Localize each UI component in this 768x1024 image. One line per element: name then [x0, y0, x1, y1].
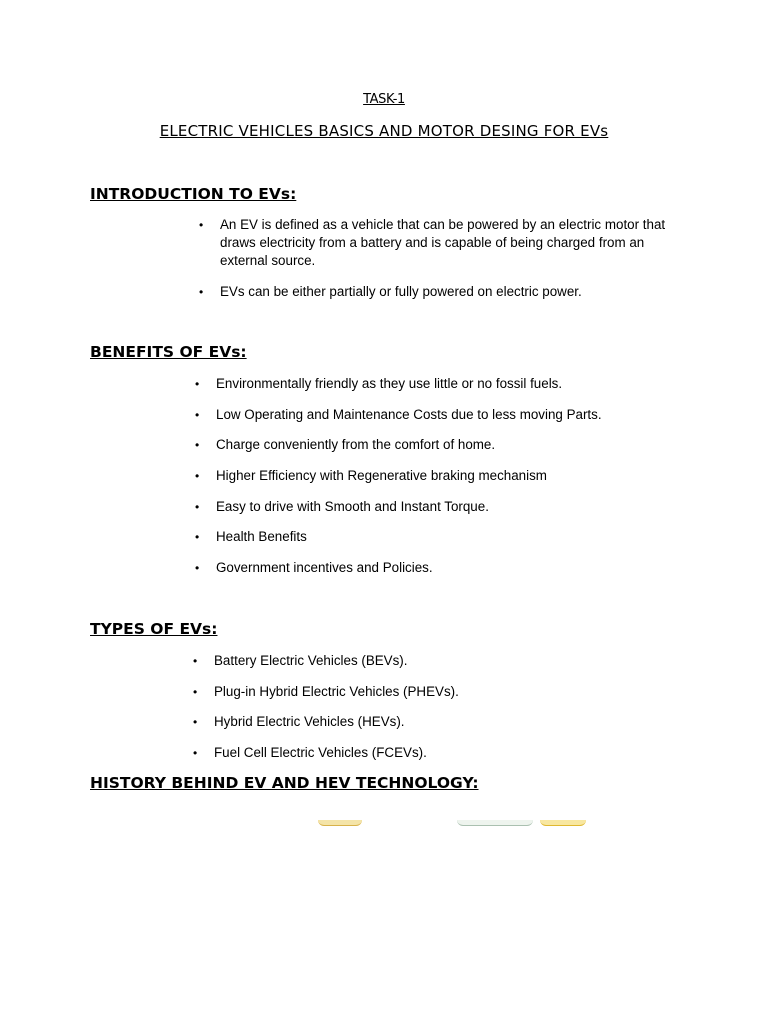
bullet: • — [193, 715, 198, 730]
types-list — [193, 652, 694, 775]
list-item: • Higher Efficiency with Regenerative braking mechanism — [195, 468, 547, 484]
list-item: • Easy to drive with Smooth and Instant Torque. — [195, 498, 489, 514]
bullet: • — [195, 438, 200, 453]
benefits-list — [195, 375, 696, 590]
image-fragment — [318, 820, 362, 826]
list-item: • Low Operating and Maintenance Costs due to less moving Parts. — [195, 406, 602, 422]
list-item: • Fuel Cell Electric Vehicles (FCEVs). — [193, 745, 427, 761]
bullet: • — [195, 499, 200, 514]
list-item: • Health Benefits — [195, 529, 307, 545]
bullet: • — [199, 218, 204, 232]
bullet: • — [193, 746, 198, 761]
task-label: TASK-1 — [363, 92, 405, 107]
bullet: • — [195, 407, 200, 422]
heading-benefits: BENEFITS OF EVs: — [90, 343, 247, 361]
bullet: • — [195, 561, 200, 576]
list-item: • An EV is defined as a vehicle that can be powered by an electric motor that draws electricity from a battery and is capable of being charged from an external source. — [199, 217, 666, 268]
list-item: • Government incentives and Policies. — [195, 560, 433, 576]
heading-introduction: INTRODUCTION TO EVs: — [90, 185, 297, 203]
list-item: • Plug-in Hybrid Electric Vehicles (PHEVs). — [193, 683, 459, 699]
list-item: • Battery Electric Vehicles (BEVs). — [193, 653, 408, 668]
bullet: • — [195, 530, 200, 545]
bullet: • — [193, 654, 198, 668]
list-item: • EVs can be either partially or fully powered on electric power. — [199, 284, 582, 299]
bullet: • — [199, 285, 204, 299]
image-fragment — [540, 820, 586, 826]
document-title: ELECTRIC VEHICLES BASICS AND MOTOR DESING FOR EVs — [159, 122, 609, 140]
bullet: • — [195, 377, 200, 391]
list-item: • Charge conveniently from the comfort of home. — [195, 437, 496, 453]
list-item: • Environmentally friendly as they use little or no fossil fuels. — [195, 376, 563, 391]
introduction-list — [199, 216, 690, 301]
heading-types: TYPES OF EVs: — [90, 620, 218, 638]
image-fragment — [457, 820, 533, 826]
heading-history: HISTORY BEHIND EV AND HEV TECHNOLOGY: — [90, 774, 479, 792]
bullet: • — [193, 684, 198, 699]
bullet: • — [195, 469, 200, 484]
list-item: • Hybrid Electric Vehicles (HEVs). — [193, 714, 405, 730]
